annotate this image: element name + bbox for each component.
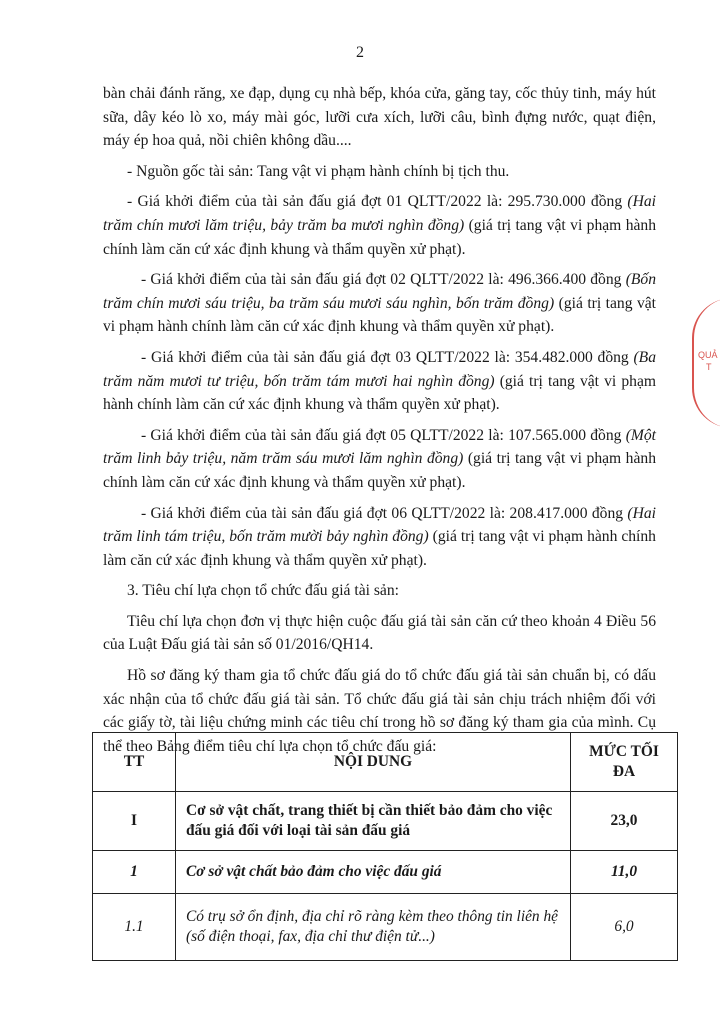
price-tail: (giá trị tang vật vi phạm hành chính làm căn cứ xác định khung và thẩm quyền xử phạt).: [103, 528, 656, 569]
row-content: Cơ sở vật chất, trang thiết bị cần thiết bảo đảm cho việc đấu giá đối với loại tài sản đấu giá: [176, 792, 571, 851]
price-lead: - Giá khởi điểm của tài sản đấu giá đợt 05 QLTT/2022 là: 107.565.000 đồng: [141, 426, 622, 444]
price-in-words: (Hai trăm linh tám triệu, bốn trăm mười bảy nghìn đồng): [103, 504, 656, 546]
header-tt: TT: [93, 733, 176, 792]
starting-price-03: [103, 346, 656, 417]
price-tail: (giá trị tang vật vi phạm hành chính làm căn cứ xác định khung và thẩm quyền xử phạt).: [103, 372, 656, 414]
price-lead: - Giá khởi điểm của tài sản đấu giá đợt 02 QLTT/2022 là: 496.366.400 đồng: [141, 271, 622, 289]
price-lead: - Giá khởi điểm của tài sản đấu giá đợt 06 QLTT/2022 là: 208.417.000 đồng: [141, 504, 624, 522]
stamp-text: QUẢ: [698, 350, 718, 360]
assets-list-continuation: bàn chải đánh răng, xe đạp, dụng cụ nhà bếp, khóa cửa, găng tay, cốc thủy tinh, máy hút sữa, dây kéo lò xo, máy mài góc, lưỡi cưa xích, lưỡi câu, bình đựng nước, quạt điện, máy ép hoa quả, nồi chiên không dầu....: [103, 85, 656, 150]
header-content: NỘI DUNG: [176, 733, 571, 792]
price-lead: - Giá khởi điểm của tài sản đấu giá đợt 01 QLTT/2022 là: 295.730.000 đồng: [127, 193, 623, 211]
price-in-words: (Ba trăm năm mươi tư triệu, bốn trăm tám mươi hai nghìn đồng): [103, 348, 656, 390]
starting-price-05: [103, 424, 656, 495]
row-max-score: 6,0: [571, 894, 678, 961]
row-max-score: 11,0: [571, 851, 678, 894]
starting-price-02: [103, 268, 656, 339]
row-max-score: 23,0: [571, 792, 678, 851]
price-lead: - Giá khởi điểm của tài sản đấu giá đợt 03 QLTT/2022 là: 354.482.000 đồng: [141, 348, 629, 366]
starting-price-01: [103, 190, 656, 261]
table-row: [93, 851, 678, 894]
table-header-row: [93, 733, 678, 792]
document-body: [103, 82, 656, 765]
section-3-dossier-requirements: Hồ sơ đăng ký tham gia tổ chức đấu giá do tổ chức đấu giá tài sản chuẩn bị, có dấu xác nhận của tổ chức đấu giá tài sản. Tổ chức đấu giá tài sản chịu trách nhiệm đối với các giấy tờ, tài liệu chứng minh các tiêu chí trong hồ sơ đăng ký tham gia của mình. Cụ thể theo Bảng điểm tiêu chí lựa chọn tổ chức đấu giá:: [103, 667, 656, 755]
row-tt: 1: [93, 851, 176, 894]
page-number: 2: [356, 44, 364, 61]
section-3-criteria-basis: Tiêu chí lựa chọn đơn vị thực hiện cuộc đấu giá tài sản căn cứ theo khoản 4 Điều 56 của Luật Đấu giá tài sản số 01/2016/QH14.: [103, 612, 656, 654]
price-tail: (giá trị tang vật vi phạm hành chính làm căn cứ xác định khung và thẩm quyền xử phạt).: [103, 294, 656, 336]
red-seal-stamp-edge: [692, 298, 720, 428]
price-in-words: (Hai trăm chín mươi lăm triệu, bảy trăm ba mươi nghìn đồng): [103, 193, 656, 234]
table-row: [93, 894, 678, 961]
price-in-words: (Một trăm linh bảy triệu, năm trăm sáu mươi lăm nghìn đồng): [103, 426, 656, 468]
header-max-score: MỨC TỐI ĐA: [571, 733, 678, 792]
row-content: Cơ sở vật chất bảo đảm cho việc đấu giá: [176, 851, 571, 894]
price-tail: (giá trị tang vật vi phạm hành chính làm căn cứ xác định khung và thẩm quyền xử phạt).: [103, 216, 657, 258]
asset-origin: - Nguồn gốc tài sản: Tang vật vi phạm hành chính bị tịch thu.: [127, 162, 510, 180]
price-in-words: (Bốn trăm chín mươi sáu triệu, ba trăm sáu mươi sáu nghìn, bốn trăm đồng): [103, 271, 656, 312]
section-3-heading: 3. Tiêu chí lựa chọn tổ chức đấu giá tài sản:: [127, 582, 399, 600]
price-tail: (giá trị tang vật vi phạm hành chính làm căn cứ xác định khung và thẩm quyền xử phạt).: [103, 450, 656, 491]
criteria-score-table: [92, 732, 678, 961]
row-content: Có trụ sở ổn định, địa chỉ rõ ràng kèm theo thông tin liên hệ (số điện thoại, fax, địa chỉ thư điện tử...): [176, 894, 571, 961]
row-tt: 1.1: [93, 894, 176, 961]
row-tt: I: [93, 792, 176, 851]
starting-price-06: [103, 502, 656, 573]
table-row: [93, 792, 678, 851]
stamp-text: T: [706, 362, 712, 372]
